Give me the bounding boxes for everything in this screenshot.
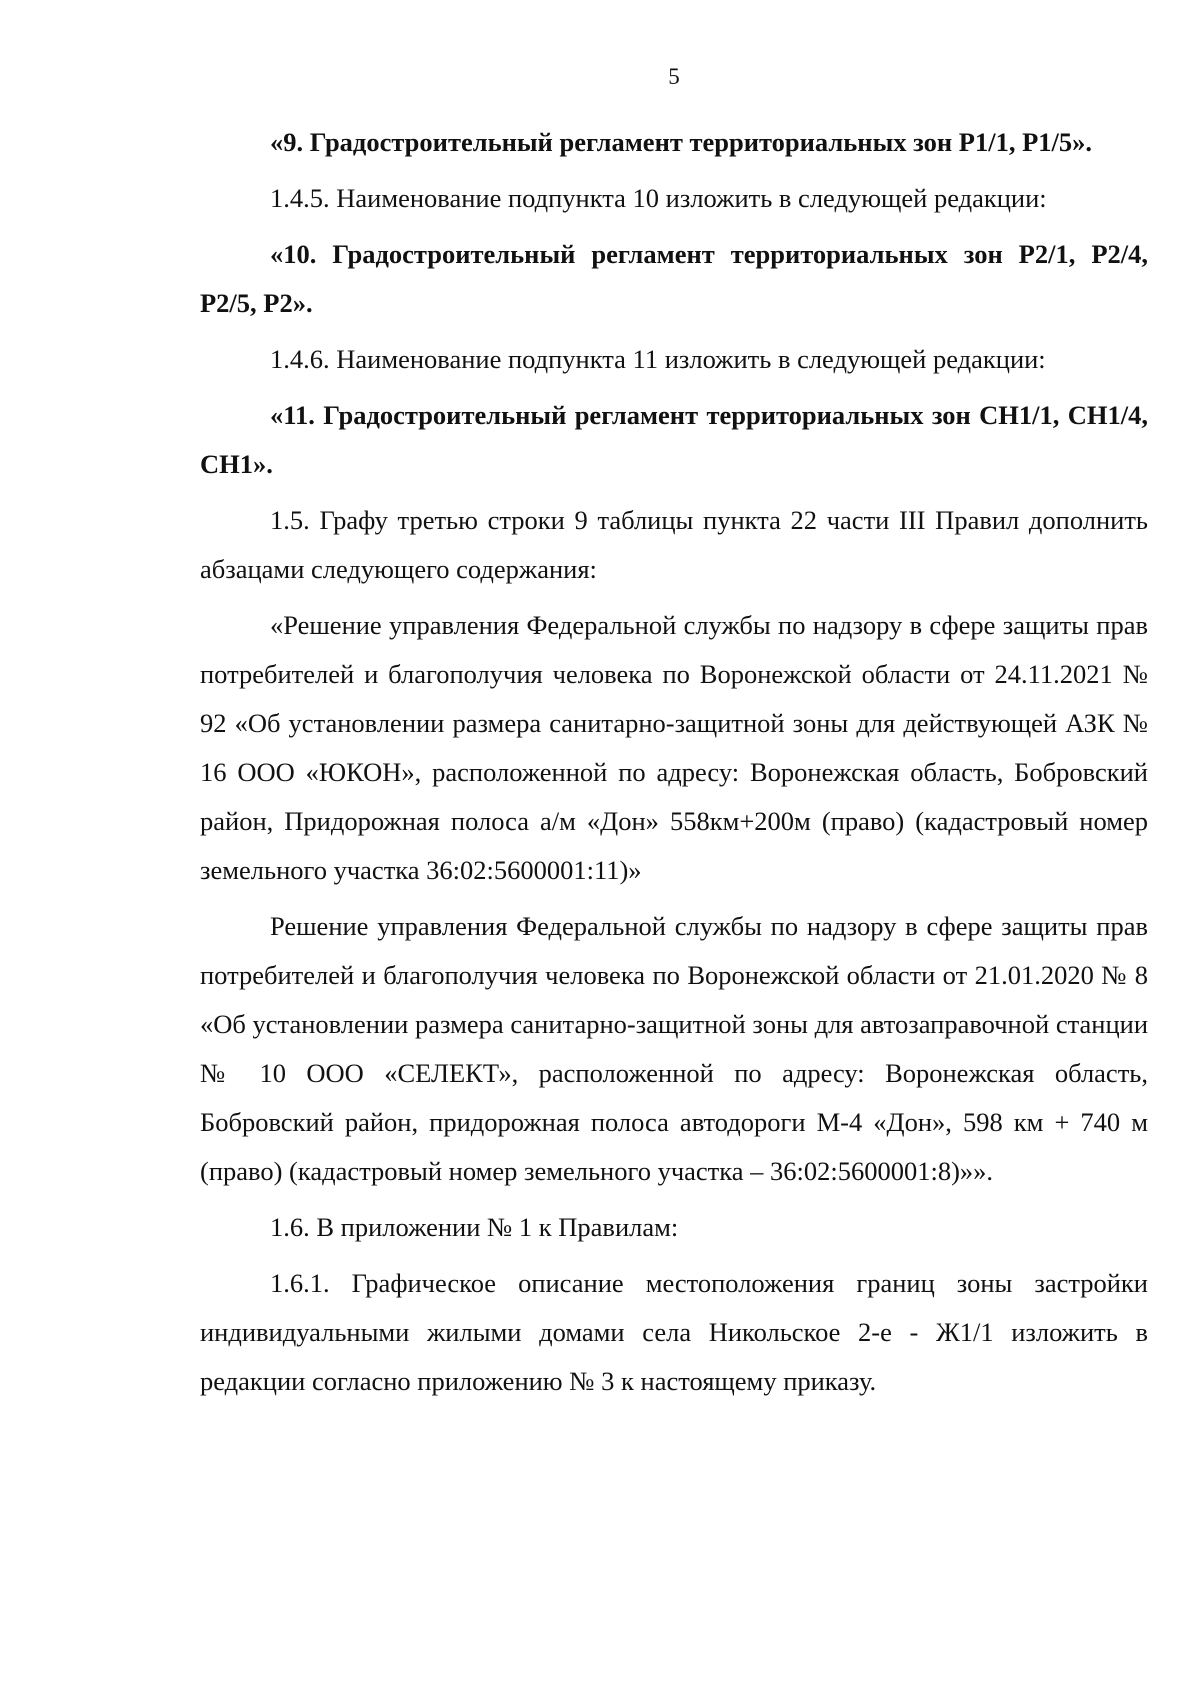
paragraph-1-4-5: 1.4.5. Наименование подпункта 10 изложить в следующей редакции: [270, 183, 1047, 213]
paragraph-1-6-1: 1.6.1. Графическое описание местоположения границ зоны застройки индивидуальными жилыми домами села Никольское 2-е - Ж1/1 изложить в редакции согласно приложению № 3 к настоящему приказу. [200, 1268, 1148, 1396]
paragraph-decision-azs-10: Решение управления Федеральной службы по надзору в сфере защиты прав потребителей и благополучия человека по Воронежской области от 21.01.2020 № 8 «Об установлении размера санитарно-защитной зоны для автозаправочной станции № 10 ООО «СЕЛЕКТ», расположенной по адресу: Воронежская область, Бобровский район, придорожная полоса автодороги М-4 «Дон», 598 км + 740 м (право) (кадастровый номер земельного участка – 36:02:5600001:8)»». [200, 911, 1148, 1186]
paragraph-1-6: 1.6. В приложении № 1 к Правилам: [270, 1212, 679, 1242]
paragraph-1-5: 1.5. Графу третью строки 9 таблицы пункта 22 части III Правил дополнить абзацами следующего содержания: [200, 505, 1148, 584]
document-body [200, 118, 1148, 1406]
paragraph-subpoint-10-title: «10. Градостроительный регламент территориальных зон Р2/1, Р2/4, Р2/5, Р2». [200, 239, 1148, 318]
paragraph-decision-azk-16: «Решение управления Федеральной службы по надзору в сфере защиты прав потребителей и благополучия человека по Воронежской области от 24.11.2021 № 92 «Об установлении размера санитарно-защитной зоны для действующей АЗК № 16 ООО «ЮКОН», расположенной по адресу: Воронежская область, Бобровский район, Придорожная полоса а/м «Дон» 558км+200м (право) (кадастровый номер земельного участка 36:02:5600001:11)» [200, 610, 1148, 885]
paragraph-1-4-6: 1.4.6. Наименование подпункта 11 изложить в следующей редакции: [270, 344, 1046, 374]
page-number: 5 [668, 64, 680, 89]
paragraph-subpoint-9-title: «9. Градостроительный регламент территориальных зон Р1/1, Р1/5». [270, 127, 1092, 157]
paragraph-subpoint-11-title: «11. Градостроительный регламент территориальных зон СН1/1, СН1/4, СН1». [200, 400, 1148, 479]
